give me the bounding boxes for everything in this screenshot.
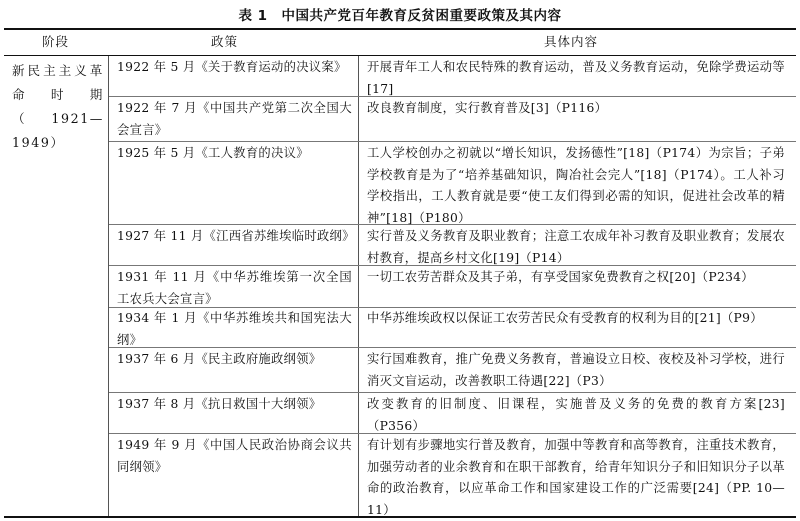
table-top-rule: [4, 28, 796, 30]
stage-cell: 新民主主义革命时期（1921—1949）: [12, 63, 104, 150]
row-divider: [109, 392, 796, 393]
policy-cell: 1937 年 8 月《抗日救国十大纲领》: [117, 397, 322, 411]
content-cell: 改变教育的旧制度、旧课程，实施普及义务的免费的教育方案[23]（P356）: [367, 397, 785, 433]
header-policy: 政策: [211, 34, 239, 49]
table-caption: [0, 4, 800, 24]
table-title: 中国共产党百年教育反贫困重要政策及其内容: [281, 8, 562, 24]
content-cell: 改良教育制度，实行教育普及[3]（P116）: [367, 101, 608, 115]
policy-cell: 1922 年 5 月《关于教育运动的决议案》: [117, 60, 347, 74]
policy-cell: 1925 年 5 月《工人教育的决议》: [117, 146, 309, 160]
policy-cell: 1934 年 1 月《中华苏维埃共和国宪法大纲》: [117, 311, 352, 347]
content-cell: 一切工农劳苦群众及其子弟，有享受国家免费教育之权[20]（P234）: [367, 270, 754, 284]
content-cell: 有计划有步骤地实行普及教育，加强中等教育和高等教育，注重技术教育，加强劳动者的业余教育和在职干部教育，给青年知识分子和旧知识分子以革命的政治教育，以应革命工作和国家建设工作的广泛需要[24]（PP. 10—11）: [367, 438, 785, 517]
content-cell: 实行普及义务教育及职业教育；注意工农成年补习教育及职业教育；发展农村教育，提高乡村文化[19]（P14）: [367, 229, 785, 265]
content-cell: 开展青年工人和农民特殊的教育运动，普及义务教育运动，免除学费运动等[17]: [367, 60, 785, 96]
content-cell: 实行国难教育，推广免费义务教育，普遍设立日校、夜校及补习学校，进行消灭文盲运动，改善教职工待遇[22]（P3）: [367, 352, 785, 388]
row-divider: [109, 141, 796, 142]
table-label: 表 1: [238, 8, 268, 24]
header-content: 具体内容: [544, 34, 599, 49]
content-cell: 中华苏维埃政权以保证工农劳苦民众有受教育的权利为目的[21]（P9）: [367, 311, 763, 325]
policy-cell: 1937 年 6 月《民主政府施政纲领》: [117, 352, 322, 366]
policy-cell: 1949 年 9 月《中国人民政治协商会议共同纲领》: [117, 438, 352, 474]
table-header-rule: [4, 55, 796, 56]
content-cell: 工人学校创办之初就以“增长知识，发扬德性”[18]（P174）为宗旨；子弟学校教育是为了“培养基础知识，陶冶社会完人”[18]（P174）。工人补习学校指出，工人教育就是要“使工友们得到必需的知识，促进社会改革的精神”[18]（P180）: [367, 146, 785, 225]
column-divider-policy: [358, 56, 359, 516]
column-divider-stage: [108, 56, 109, 516]
policy-cell: 1927 年 11 月《江西省苏维埃临时政纲》: [117, 229, 355, 243]
policy-cell: 1922 年 7 月《中国共产党第二次全国大会宣言》: [117, 101, 352, 137]
policy-cell: 1931 年 11 月《中华苏维埃第一次全国工农兵大会宣言》: [117, 270, 352, 306]
header-stage: 阶段: [42, 34, 70, 49]
